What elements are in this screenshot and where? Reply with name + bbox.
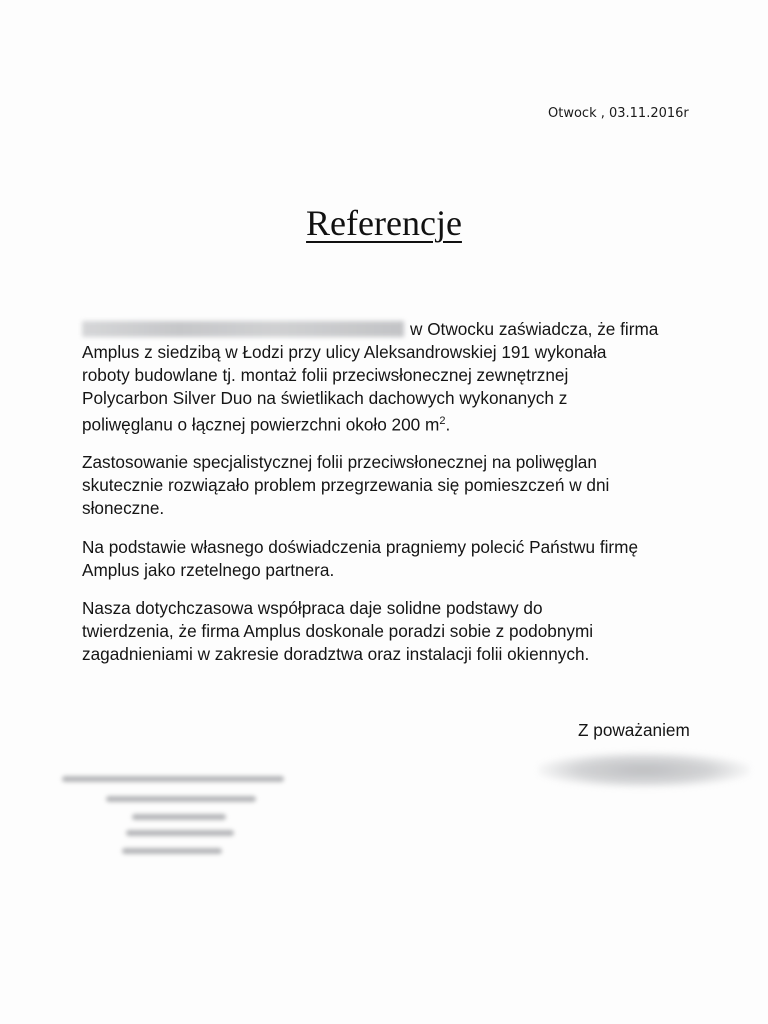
redacted-institution-name (82, 321, 404, 337)
document-title (0, 202, 768, 244)
paragraph-2-line-3: słoneczne. (82, 498, 165, 518)
paragraph-2 (82, 451, 702, 520)
stamp-line (132, 814, 226, 820)
stamp-line (62, 776, 284, 782)
superscript-two: 2 (439, 415, 446, 427)
paragraph-4 (82, 597, 702, 666)
paragraph-1-line-3: roboty budowlane tj. montaż folii przeciwsłonecznej zewnętrznej (82, 365, 569, 385)
stamp-line (106, 796, 256, 802)
paragraph-3-line-1: Na podstawie własnego doświadczenia pragniemy polecić Państwu firmę (82, 537, 639, 557)
period: . (445, 414, 451, 435)
paragraph-3-line-2: Amplus jako rzetelnego partnera. (82, 560, 335, 580)
document-title-text: Referencje (306, 203, 462, 243)
paragraph-1-line-2: Amplus z siedzibą w Łodzi przy ulicy Aleksandrowskiej 191 wykonała (82, 342, 607, 362)
blurred-signature (538, 752, 750, 788)
paragraph-1-line-5-text: poliwęglanu o łącznej powierzchni około 200 m (82, 414, 440, 435)
paragraph-4-line-1: Nasza dotychczasowa współpraca daje solidne podstawy do (82, 598, 543, 618)
paragraph-1-line-4: Polycarbon Silver Duo na świetlikach dachowych wykonanych z (82, 388, 568, 408)
paragraph-2-line-2: skutecznie rozwiązało problem przegrzewania się pomieszczeń w dni (82, 475, 610, 495)
paragraph-1-line-1-text: w Otwocku zaświadcza, że firma (410, 319, 659, 339)
paragraph-1-line-1 (82, 318, 702, 341)
paragraph-4-line-2: twierdzenia, że firma Amplus doskonale poradzi sobie z podobnymi (82, 621, 594, 641)
paragraph-3 (82, 536, 702, 582)
paragraph-1-line-5 (82, 410, 702, 437)
closing-salutation: Z poważaniem (578, 720, 690, 740)
place-and-date: Otwock , 03.11.2016r (548, 106, 689, 121)
paragraph-2-line-1: Zastosowanie specjalistycznej folii przeciwsłonecznej na poliwęglan (82, 452, 597, 472)
stamp-line (126, 830, 234, 836)
blurred-company-stamp (62, 772, 284, 858)
stamp-line (122, 848, 222, 854)
paragraph-4-line-3: zagadnieniami w zakresie doradztwa oraz instalacji folii okiennych. (82, 644, 590, 664)
paragraph-1 (82, 318, 702, 437)
